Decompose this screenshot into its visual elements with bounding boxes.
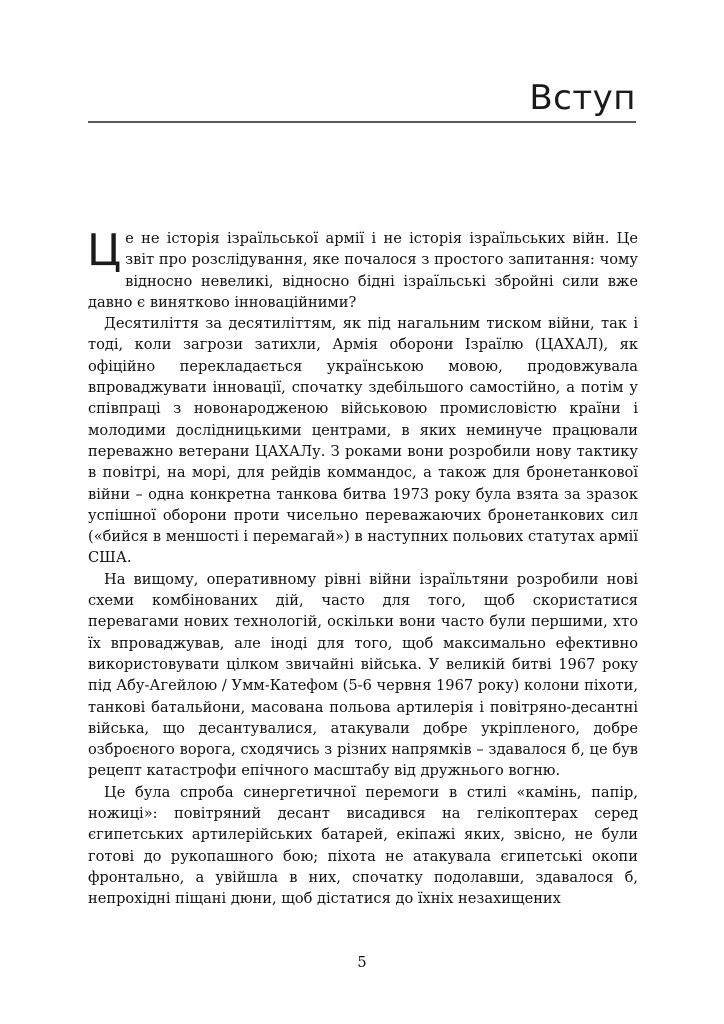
paragraph-1-text: е не історія ізраїльської армії і не історія ізраїльських війн. Це звіт про розслідування, яке почалося з простого запитання: чому відносно невеликі, відносно бідні ізраїльські збройні сили вже давно є винятково інноваційними? bbox=[88, 230, 638, 311]
paragraph-1 bbox=[87, 225, 638, 313]
title-rule bbox=[88, 121, 636, 123]
page-number: 5 bbox=[357, 955, 367, 971]
chapter-title: Вступ bbox=[529, 78, 636, 118]
drop-cap: Ц bbox=[87, 225, 122, 276]
paragraph-2: Десятиліття за десятиліттям, як під нагальним тиском війни, так і тоді, коли загрози затихли, Армія оборони Ізраїлю (ЦАХАЛ), як офіційно перекладається українською мовою, продовжувала впроваджувати інновації, спочатку здебільшого самостійно, а потім у співпраці з новонародженою військовою промисловістю країни і молодими дослідницькими центрами, в яких неминуче працювали переважно ветерани ЦАХАЛу. З роками вони розробили нову тактику в повітрі, на морі, для рейдів коммандос, а також для бронетанкової війни – одна конкретна танкова битва 1973 року була взята за зразок успішної оборони проти чисельно переважаючих бронетанкових сил («бийся в меншості і перемагай») в наступних польових статутах армії США. bbox=[88, 315, 638, 567]
body-text bbox=[87, 225, 638, 910]
paragraph-3: На вищому, оперативному рівні війни ізраїльтяни розробили нові схеми комбінованих дій, часто для того, щоб скористатися перевагами нових технологій, оскільки вони часто були першими, хто їх впроваджував, але іноді для того, щоб максимально ефективно використовувати цілком звичайні війська. У великій битві 1967 року під Абу-Агейлою / Умм-Катефом (5-6 червня 1967 року) колони піхоти, танкові батальйони, масована польова артилерія і повітряно-десантні війська, що десантувалися, атакували добре укріпленого, добре озброєного ворога, сходячись з різних напрямків – здавалося б, це був рецепт катастрофи епічного масштабу від дружнього вогню. bbox=[88, 570, 638, 780]
paragraph-4: Це була спроба синергетичної перемоги в стилі «камінь, папір, ножиці»: повітряний десант висадився на гелікоптерах серед єгипетських артилерійських батарей, екіпажі яких, звісно, не були готові до рукопашного бою; піхота не атакувала єгипетські окопи фронтально, а увійшла в них, спочатку подолавши, здавалося б, непрохідні піщані дюни, щоб дістатися до їхніх незахищених bbox=[88, 783, 638, 908]
